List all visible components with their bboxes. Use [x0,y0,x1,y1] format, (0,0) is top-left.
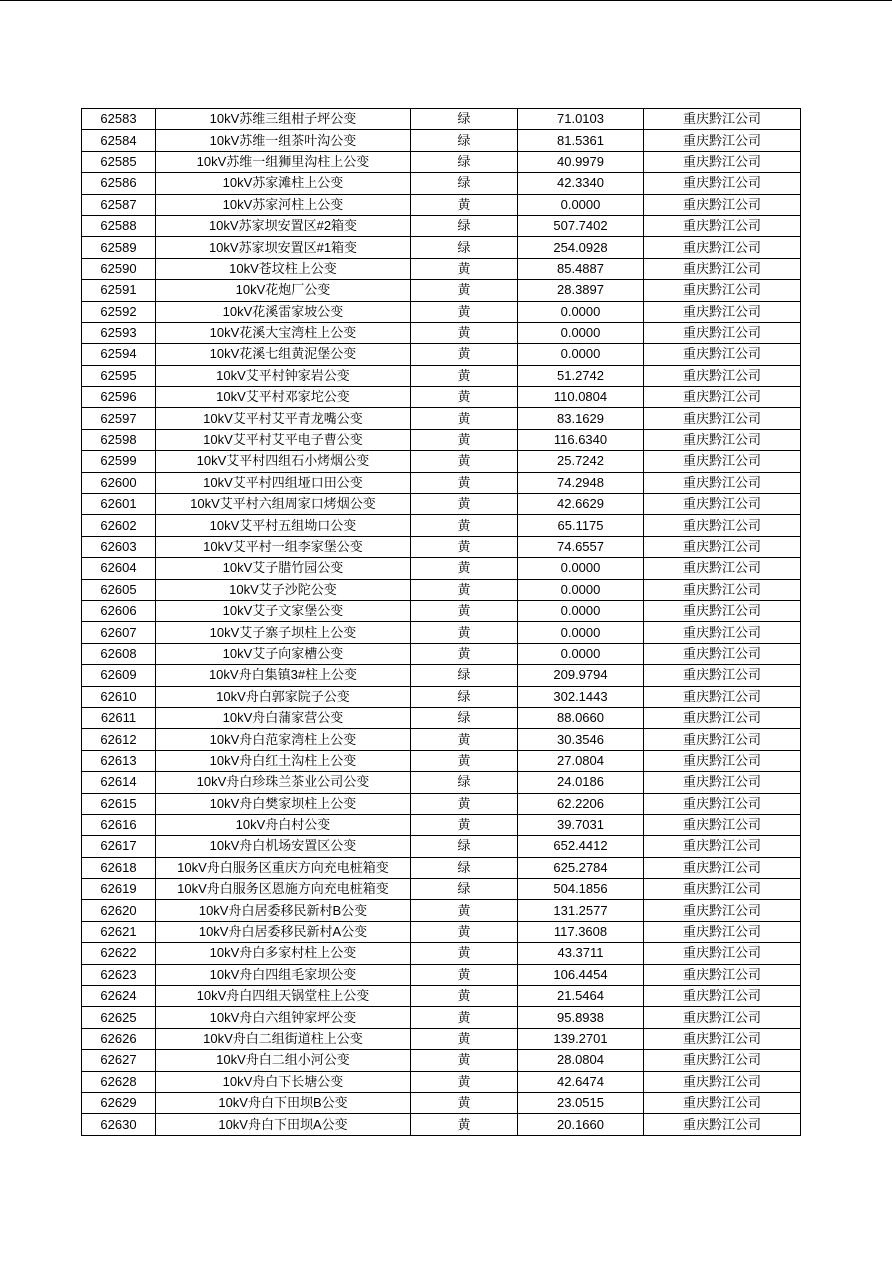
value-cell: 23.0515 [518,1092,644,1113]
table-row [82,1007,801,1028]
status-cell: 绿 [411,130,518,151]
table-row [82,558,801,579]
company-cell: 重庆黔江公司 [644,1114,801,1135]
status-cell: 黄 [411,451,518,472]
transformer-name-cell: 10kV舟白蒲家营公变 [156,707,411,728]
row-id-cell: 62630 [82,1114,156,1135]
status-cell: 黄 [411,472,518,493]
row-id-cell: 62601 [82,494,156,515]
transformer-name-cell: 10kV舟白多家村柱上公变 [156,943,411,964]
company-cell: 重庆黔江公司 [644,558,801,579]
transformer-name-cell: 10kV舟白珍珠兰茶业公司公变 [156,772,411,793]
transformer-name-cell: 10kV艾子寨子坝柱上公变 [156,622,411,643]
table-row [82,451,801,472]
transformer-table [81,108,801,1136]
transformer-name-cell: 10kV花溪大宝湾柱上公变 [156,322,411,343]
status-cell: 绿 [411,686,518,707]
value-cell: 117.3608 [518,921,644,942]
company-cell: 重庆黔江公司 [644,729,801,750]
table-row [82,365,801,386]
table-row [82,1050,801,1071]
status-cell: 黄 [411,986,518,1007]
company-cell: 重庆黔江公司 [644,408,801,429]
status-cell: 黄 [411,729,518,750]
status-cell: 黄 [411,1050,518,1071]
status-cell: 绿 [411,707,518,728]
table-row [82,387,801,408]
company-cell: 重庆黔江公司 [644,1071,801,1092]
status-cell: 绿 [411,836,518,857]
table-row [82,215,801,236]
table-row [82,1114,801,1135]
row-id-cell: 62623 [82,964,156,985]
value-cell: 0.0000 [518,194,644,215]
company-cell: 重庆黔江公司 [644,707,801,728]
row-id-cell: 62606 [82,600,156,621]
transformer-name-cell: 10kV艾子腊竹园公变 [156,558,411,579]
table-row [82,857,801,878]
table-row [82,707,801,728]
value-cell: 504.1856 [518,879,644,900]
status-cell: 黄 [411,494,518,515]
transformer-name-cell: 10kV苏家坝安置区#2箱变 [156,215,411,236]
value-cell: 110.0804 [518,387,644,408]
table-row [82,1028,801,1049]
status-cell: 绿 [411,215,518,236]
value-cell: 71.0103 [518,109,644,130]
value-cell: 0.0000 [518,558,644,579]
table-row [82,964,801,985]
company-cell: 重庆黔江公司 [644,857,801,878]
row-id-cell: 62584 [82,130,156,151]
table-row [82,921,801,942]
status-cell: 黄 [411,322,518,343]
company-cell: 重庆黔江公司 [644,772,801,793]
company-cell: 重庆黔江公司 [644,1050,801,1071]
value-cell: 0.0000 [518,322,644,343]
transformer-name-cell: 10kV舟白下田坝A公变 [156,1114,411,1135]
transformer-name-cell: 10kV舟白二组街道柱上公变 [156,1028,411,1049]
company-cell: 重庆黔江公司 [644,814,801,835]
row-id-cell: 62603 [82,536,156,557]
status-cell: 黄 [411,536,518,557]
transformer-name-cell: 10kV苍坟柱上公变 [156,258,411,279]
transformer-name-cell: 10kV舟白集镇3#柱上公变 [156,665,411,686]
table-row [82,301,801,322]
company-cell: 重庆黔江公司 [644,921,801,942]
row-id-cell: 62625 [82,1007,156,1028]
row-id-cell: 62612 [82,729,156,750]
transformer-name-cell: 10kV舟白下长塘公变 [156,1071,411,1092]
table-row [82,643,801,664]
transformer-name-cell: 10kV舟白二组小河公变 [156,1050,411,1071]
table-row [82,280,801,301]
table-row [82,322,801,343]
row-id-cell: 62598 [82,429,156,450]
row-id-cell: 62621 [82,921,156,942]
company-cell: 重庆黔江公司 [644,472,801,493]
status-cell: 绿 [411,879,518,900]
company-cell: 重庆黔江公司 [644,344,801,365]
value-cell: 209.9794 [518,665,644,686]
company-cell: 重庆黔江公司 [644,964,801,985]
status-cell: 黄 [411,558,518,579]
value-cell: 83.1629 [518,408,644,429]
value-cell: 302.1443 [518,686,644,707]
value-cell: 0.0000 [518,643,644,664]
row-id-cell: 62619 [82,879,156,900]
transformer-name-cell: 10kV舟白郭家院子公变 [156,686,411,707]
table-row [82,429,801,450]
row-id-cell: 62594 [82,344,156,365]
table-body [82,109,801,1136]
transformer-name-cell: 10kV艾平村艾平青龙嘴公变 [156,408,411,429]
company-cell: 重庆黔江公司 [644,600,801,621]
company-cell: 重庆黔江公司 [644,429,801,450]
table-row [82,151,801,172]
value-cell: 30.3546 [518,729,644,750]
row-id-cell: 62605 [82,579,156,600]
transformer-name-cell: 10kV艾平村艾平电子曹公变 [156,429,411,450]
table-row [82,814,801,835]
status-cell: 黄 [411,258,518,279]
row-id-cell: 62616 [82,814,156,835]
status-cell: 黄 [411,921,518,942]
row-id-cell: 62604 [82,558,156,579]
table-row [82,986,801,1007]
transformer-name-cell: 10kV苏维一组茶叶沟公变 [156,130,411,151]
value-cell: 0.0000 [518,579,644,600]
status-cell: 黄 [411,900,518,921]
table-row [82,579,801,600]
row-id-cell: 62618 [82,857,156,878]
table-row [82,686,801,707]
status-cell: 黄 [411,1007,518,1028]
status-cell: 绿 [411,151,518,172]
transformer-name-cell: 10kV舟白服务区重庆方向充电桩箱变 [156,857,411,878]
transformer-name-cell: 10kV舟白六组钟家坪公变 [156,1007,411,1028]
value-cell: 0.0000 [518,301,644,322]
status-cell: 黄 [411,387,518,408]
status-cell: 黄 [411,280,518,301]
status-cell: 黄 [411,194,518,215]
transformer-name-cell: 10kV舟白四组天锅堂柱上公变 [156,986,411,1007]
status-cell: 绿 [411,772,518,793]
value-cell: 40.9979 [518,151,644,172]
company-cell: 重庆黔江公司 [644,151,801,172]
status-cell: 黄 [411,622,518,643]
status-cell: 绿 [411,237,518,258]
row-id-cell: 62627 [82,1050,156,1071]
transformer-name-cell: 10kV艾平村四组石小烤烟公变 [156,451,411,472]
value-cell: 0.0000 [518,600,644,621]
company-cell: 重庆黔江公司 [644,986,801,1007]
transformer-name-cell: 10kV艾子向家槽公变 [156,643,411,664]
value-cell: 625.2784 [518,857,644,878]
status-cell: 黄 [411,643,518,664]
transformer-name-cell: 10kV艾平村五组坳口公变 [156,515,411,536]
row-id-cell: 62609 [82,665,156,686]
table-row [82,836,801,857]
company-cell: 重庆黔江公司 [644,451,801,472]
status-cell: 黄 [411,1071,518,1092]
transformer-name-cell: 10kV舟白居委移民新村B公变 [156,900,411,921]
row-id-cell: 62615 [82,793,156,814]
row-id-cell: 62628 [82,1071,156,1092]
value-cell: 85.4887 [518,258,644,279]
transformer-name-cell: 10kV舟白四组毛家坝公变 [156,964,411,985]
value-cell: 20.1660 [518,1114,644,1135]
table-row [82,750,801,771]
transformer-name-cell: 10kV苏家河柱上公变 [156,194,411,215]
row-id-cell: 62610 [82,686,156,707]
status-cell: 黄 [411,750,518,771]
value-cell: 139.2701 [518,1028,644,1049]
value-cell: 42.3340 [518,173,644,194]
company-cell: 重庆黔江公司 [644,258,801,279]
company-cell: 重庆黔江公司 [644,536,801,557]
status-cell: 黄 [411,1028,518,1049]
transformer-name-cell: 10kV花溪雷家坡公变 [156,301,411,322]
table-row [82,772,801,793]
value-cell: 24.0186 [518,772,644,793]
company-cell: 重庆黔江公司 [644,622,801,643]
row-id-cell: 62597 [82,408,156,429]
row-id-cell: 62614 [82,772,156,793]
table-row [82,622,801,643]
row-id-cell: 62600 [82,472,156,493]
transformer-name-cell: 10kV艾子沙陀公变 [156,579,411,600]
value-cell: 81.5361 [518,130,644,151]
value-cell: 27.0804 [518,750,644,771]
company-cell: 重庆黔江公司 [644,686,801,707]
row-id-cell: 62588 [82,215,156,236]
transformer-name-cell: 10kV苏家坝安置区#1箱变 [156,237,411,258]
company-cell: 重庆黔江公司 [644,793,801,814]
value-cell: 51.2742 [518,365,644,386]
transformer-name-cell: 10kV艾平村邓家坨公变 [156,387,411,408]
transformer-name-cell: 10kV艾平村六组周家口烤烟公变 [156,494,411,515]
company-cell: 重庆黔江公司 [644,301,801,322]
table-row [82,258,801,279]
status-cell: 绿 [411,109,518,130]
status-cell: 黄 [411,1092,518,1113]
row-id-cell: 62585 [82,151,156,172]
transformer-name-cell: 10kV舟白服务区恩施方向充电桩箱变 [156,879,411,900]
company-cell: 重庆黔江公司 [644,130,801,151]
value-cell: 42.6474 [518,1071,644,1092]
company-cell: 重庆黔江公司 [644,194,801,215]
transformer-name-cell: 10kV舟白红土沟柱上公变 [156,750,411,771]
row-id-cell: 62613 [82,750,156,771]
row-id-cell: 62583 [82,109,156,130]
value-cell: 28.3897 [518,280,644,301]
value-cell: 652.4412 [518,836,644,857]
company-cell: 重庆黔江公司 [644,173,801,194]
value-cell: 95.8938 [518,1007,644,1028]
status-cell: 绿 [411,665,518,686]
status-cell: 黄 [411,365,518,386]
row-id-cell: 62624 [82,986,156,1007]
table-row [82,600,801,621]
table-row [82,109,801,130]
value-cell: 0.0000 [518,622,644,643]
status-cell: 黄 [411,301,518,322]
row-id-cell: 62620 [82,900,156,921]
status-cell: 黄 [411,964,518,985]
company-cell: 重庆黔江公司 [644,579,801,600]
value-cell: 0.0000 [518,344,644,365]
status-cell: 黄 [411,943,518,964]
value-cell: 507.7402 [518,215,644,236]
value-cell: 21.5464 [518,986,644,1007]
value-cell: 65.1175 [518,515,644,536]
transformer-name-cell: 10kV舟白村公变 [156,814,411,835]
table-row [82,173,801,194]
transformer-name-cell: 10kV艾平村一组李家堡公变 [156,536,411,557]
company-cell: 重庆黔江公司 [644,1092,801,1113]
transformer-name-cell: 10kV花炮厂公变 [156,280,411,301]
status-cell: 黄 [411,1114,518,1135]
company-cell: 重庆黔江公司 [644,879,801,900]
transformer-name-cell: 10kV舟白居委移民新村A公变 [156,921,411,942]
row-id-cell: 62595 [82,365,156,386]
table-row [82,344,801,365]
value-cell: 43.3711 [518,943,644,964]
status-cell: 黄 [411,600,518,621]
company-cell: 重庆黔江公司 [644,109,801,130]
row-id-cell: 62607 [82,622,156,643]
table-row [82,665,801,686]
company-cell: 重庆黔江公司 [644,1007,801,1028]
table-row [82,130,801,151]
row-id-cell: 62602 [82,515,156,536]
company-cell: 重庆黔江公司 [644,387,801,408]
row-id-cell: 62591 [82,280,156,301]
company-cell: 重庆黔江公司 [644,665,801,686]
value-cell: 42.6629 [518,494,644,515]
company-cell: 重庆黔江公司 [644,643,801,664]
status-cell: 黄 [411,793,518,814]
value-cell: 28.0804 [518,1050,644,1071]
table-row [82,536,801,557]
company-cell: 重庆黔江公司 [644,1028,801,1049]
company-cell: 重庆黔江公司 [644,836,801,857]
row-id-cell: 62590 [82,258,156,279]
table-row [82,237,801,258]
value-cell: 88.0660 [518,707,644,728]
transformer-name-cell: 10kV艾平村四组垭口田公变 [156,472,411,493]
transformer-name-cell: 10kV舟白机场安置区公变 [156,836,411,857]
transformer-name-cell: 10kV苏维一组狮里沟柱上公变 [156,151,411,172]
transformer-name-cell: 10kV艾子文家堡公变 [156,600,411,621]
status-cell: 绿 [411,173,518,194]
value-cell: 74.2948 [518,472,644,493]
status-cell: 黄 [411,814,518,835]
row-id-cell: 62587 [82,194,156,215]
value-cell: 116.6340 [518,429,644,450]
status-cell: 黄 [411,579,518,600]
status-cell: 黄 [411,429,518,450]
company-cell: 重庆黔江公司 [644,365,801,386]
transformer-name-cell: 10kV花溪七组黄泥堡公变 [156,344,411,365]
status-cell: 黄 [411,344,518,365]
table-row [82,1092,801,1113]
row-id-cell: 62626 [82,1028,156,1049]
company-cell: 重庆黔江公司 [644,943,801,964]
row-id-cell: 62599 [82,451,156,472]
table-row [82,943,801,964]
table-row [82,879,801,900]
value-cell: 254.0928 [518,237,644,258]
transformer-name-cell: 10kV舟白范家湾柱上公变 [156,729,411,750]
company-cell: 重庆黔江公司 [644,237,801,258]
transformer-name-cell: 10kV艾平村钟家岩公变 [156,365,411,386]
company-cell: 重庆黔江公司 [644,215,801,236]
row-id-cell: 62617 [82,836,156,857]
transformer-name-cell: 10kV苏家滩柱上公变 [156,173,411,194]
row-id-cell: 62611 [82,707,156,728]
status-cell: 绿 [411,857,518,878]
table-row [82,900,801,921]
value-cell: 62.2206 [518,793,644,814]
company-cell: 重庆黔江公司 [644,494,801,515]
table-row [82,515,801,536]
value-cell: 106.4454 [518,964,644,985]
company-cell: 重庆黔江公司 [644,750,801,771]
table-row [82,793,801,814]
row-id-cell: 62596 [82,387,156,408]
row-id-cell: 62622 [82,943,156,964]
status-cell: 黄 [411,408,518,429]
table-row [82,729,801,750]
status-cell: 黄 [411,515,518,536]
table-row [82,194,801,215]
transformer-name-cell: 10kV苏维三组柑子坪公变 [156,109,411,130]
company-cell: 重庆黔江公司 [644,322,801,343]
transformer-name-cell: 10kV舟白下田坝B公变 [156,1092,411,1113]
company-cell: 重庆黔江公司 [644,515,801,536]
value-cell: 131.2577 [518,900,644,921]
value-cell: 25.7242 [518,451,644,472]
row-id-cell: 62608 [82,643,156,664]
row-id-cell: 62592 [82,301,156,322]
row-id-cell: 62629 [82,1092,156,1113]
company-cell: 重庆黔江公司 [644,900,801,921]
row-id-cell: 62586 [82,173,156,194]
company-cell: 重庆黔江公司 [644,280,801,301]
value-cell: 39.7031 [518,814,644,835]
row-id-cell: 62589 [82,237,156,258]
table-row [82,1071,801,1092]
table-row [82,472,801,493]
row-id-cell: 62593 [82,322,156,343]
table-row [82,408,801,429]
value-cell: 74.6557 [518,536,644,557]
table-row [82,494,801,515]
transformer-name-cell: 10kV舟白樊家坝柱上公变 [156,793,411,814]
